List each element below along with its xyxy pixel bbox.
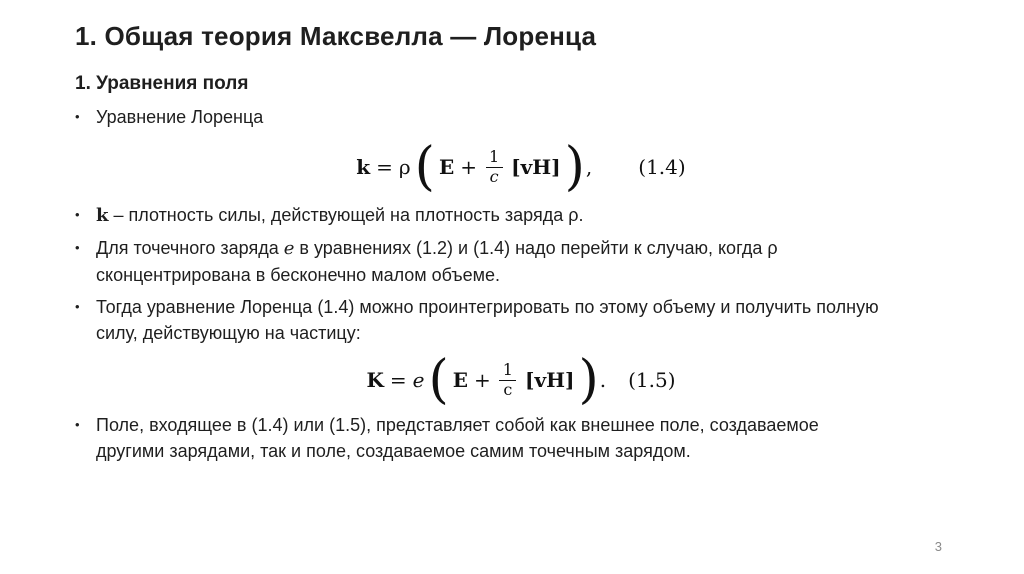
bullet-text-pre: Для точечного заряда	[96, 238, 284, 258]
plus-sign: +	[460, 155, 477, 179]
bullet-item-field-nature	[75, 412, 964, 464]
section-heading: 1. Уравнения поля	[75, 73, 249, 94]
bullet-text-post: в уравнениях (1.2) и (1.4) надо перейти к случаю, когда ρ сконцентрирована в бесконечно малом объеме.	[96, 238, 778, 285]
formula-1-5-e: e	[412, 368, 425, 392]
slide-title: 1. Общая теория Максвелла — Лоренца	[75, 21, 597, 51]
fraction-numerator: 1	[488, 147, 500, 167]
formula-1-4-E: E	[438, 155, 455, 179]
bullet-marker: •	[75, 299, 80, 314]
formula-1-4-lhs: k	[356, 155, 371, 179]
open-paren: (	[428, 350, 449, 410]
bullet-text	[96, 202, 583, 229]
plus-sign: +	[474, 368, 491, 392]
fraction-1-over-c	[485, 148, 503, 186]
equals-sign: =	[376, 155, 393, 179]
slide-page-number: 3	[934, 539, 942, 554]
formula-1-4	[75, 136, 964, 198]
fraction-1-over-c	[499, 361, 517, 399]
bullet-marker: •	[75, 109, 80, 124]
math-symbol-e: e	[283, 238, 295, 259]
bullet-text: Тогда уравнение Лоренца (1.4) можно проинтегрировать по этому объему и получить полную силу, действующую на частицу:	[96, 297, 879, 343]
bullet-marker: •	[75, 417, 80, 432]
bullet-item-force-density	[75, 202, 964, 229]
equals-sign: =	[389, 368, 407, 392]
bullet-text-rest: – плотность силы, действующей на плотность заряда ρ.	[108, 205, 584, 225]
comma: ,	[585, 155, 593, 179]
equation-number-1-5: (1.5)	[628, 368, 676, 392]
close-paren: )	[578, 350, 599, 410]
bullet-text	[96, 235, 886, 288]
math-symbol-k: k	[96, 205, 109, 226]
fraction-denominator: c	[486, 167, 503, 186]
bullet-item-point-charge	[75, 235, 964, 288]
fraction-denominator: c	[499, 380, 516, 399]
bullet-item-lorentz-equation	[75, 104, 964, 130]
formula-1-4-vH: [vH]	[511, 155, 561, 179]
bullet-item-integrate-lorentz	[75, 294, 964, 346]
bullet-marker: •	[75, 207, 80, 222]
fraction-numerator: 1	[502, 360, 513, 380]
bullet-marker: •	[75, 240, 80, 255]
equation-number-1-4: (1.4)	[638, 155, 686, 179]
open-paren: (	[414, 137, 435, 197]
formula-1-5-vH: [vH]	[524, 368, 575, 392]
period: .	[599, 368, 607, 392]
formula-1-5	[75, 352, 964, 408]
formula-1-5-E: E	[452, 368, 469, 392]
bullet-text: Уравнение Лоренца	[96, 107, 264, 127]
formula-1-5-lhs: K	[366, 368, 384, 392]
bullet-text: Поле, входящее в (1.4) или (1.5), представляет собой как внешнее поле, создаваемое другими зарядами, так и поле, создаваемое самим точечным зарядом.	[96, 415, 819, 461]
formula-1-4-rho: ρ	[398, 155, 411, 179]
close-paren: )	[564, 137, 585, 197]
